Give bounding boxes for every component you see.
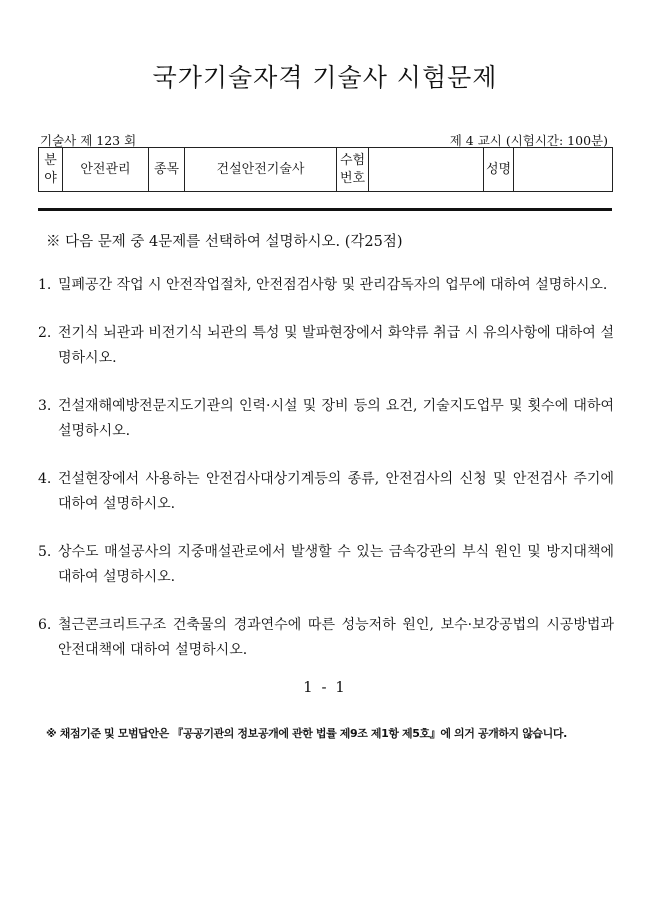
question-text: 건설현장에서 사용하는 안전검사대상기계등의 종류, 안전검사의 신청 및 안전검사 주기에 대하여 설명하시오. — [58, 471, 614, 512]
question-item — [38, 273, 614, 298]
instruction-text: ※ 다음 문제 중 4문제를 선택하여 설명하시오. (각25점) — [46, 234, 403, 250]
question-item — [38, 540, 614, 590]
question-number: 6. — [38, 617, 52, 633]
field-label: 분야 — [39, 148, 63, 192]
question-text: 건설재해예방전문지도기관의 인력·시설 및 장비 등의 요건, 기술지도업무 및 횟수에 대하여 설명하시오. — [58, 398, 614, 439]
question-text: 철근콘크리트구조 건축물의 경과연수에 따른 성능저하 원인, 보수·보강공법의 시공방법과 안전대책에 대하여 설명하시오. — [58, 617, 614, 658]
question-number: 3. — [38, 398, 52, 414]
question-number: 1. — [38, 277, 52, 293]
question-number: 2. — [38, 325, 52, 341]
question-item — [38, 321, 614, 371]
question-item — [38, 394, 614, 444]
name-field[interactable] — [514, 148, 613, 192]
question-item — [38, 613, 614, 663]
divider-rule — [38, 208, 612, 211]
name-label: 성명 — [484, 148, 514, 192]
exam-info-table — [38, 147, 613, 192]
exam-period-time: 제 4 교시 (시험시간: 100분) — [449, 133, 608, 148]
field-value: 안전관리 — [63, 148, 149, 192]
category-value: 건설안전기술사 — [185, 148, 337, 192]
category-label: 종목 — [149, 148, 185, 192]
question-list — [38, 273, 614, 686]
exam-round: 기술사 제 123 회 — [40, 133, 137, 148]
exam-number-field[interactable] — [369, 148, 484, 192]
exam-number-label: 수험번호 — [337, 148, 369, 192]
question-text: 밀폐공간 작업 시 안전작업절차, 안전점검사항 및 관리감독자의 업무에 대하여 설명하시오. — [58, 277, 608, 293]
question-number: 4. — [38, 471, 52, 487]
question-item — [38, 467, 614, 517]
document-title: 국가기술자격 기술사 시험문제 — [152, 63, 498, 92]
page-number: 1 - 1 — [303, 678, 347, 696]
question-text: 전기식 뇌관과 비전기식 뇌관의 특성 및 발파현장에서 화약류 취급 시 유의사항에 대하여 설명하시오. — [58, 325, 614, 366]
question-text: 상수도 매설공사의 지중매설관로에서 발생할 수 있는 금속강관의 부식 원인 및 방지대책에 대하여 설명하시오. — [58, 544, 614, 585]
footnote: ※ 채점기준 및 모범답안은 『공공기관의 정보공개에 관한 법률 제9조 제1항 제5호』에 의거 공개하지 않습니다. — [46, 727, 567, 740]
question-number: 5. — [38, 544, 52, 560]
